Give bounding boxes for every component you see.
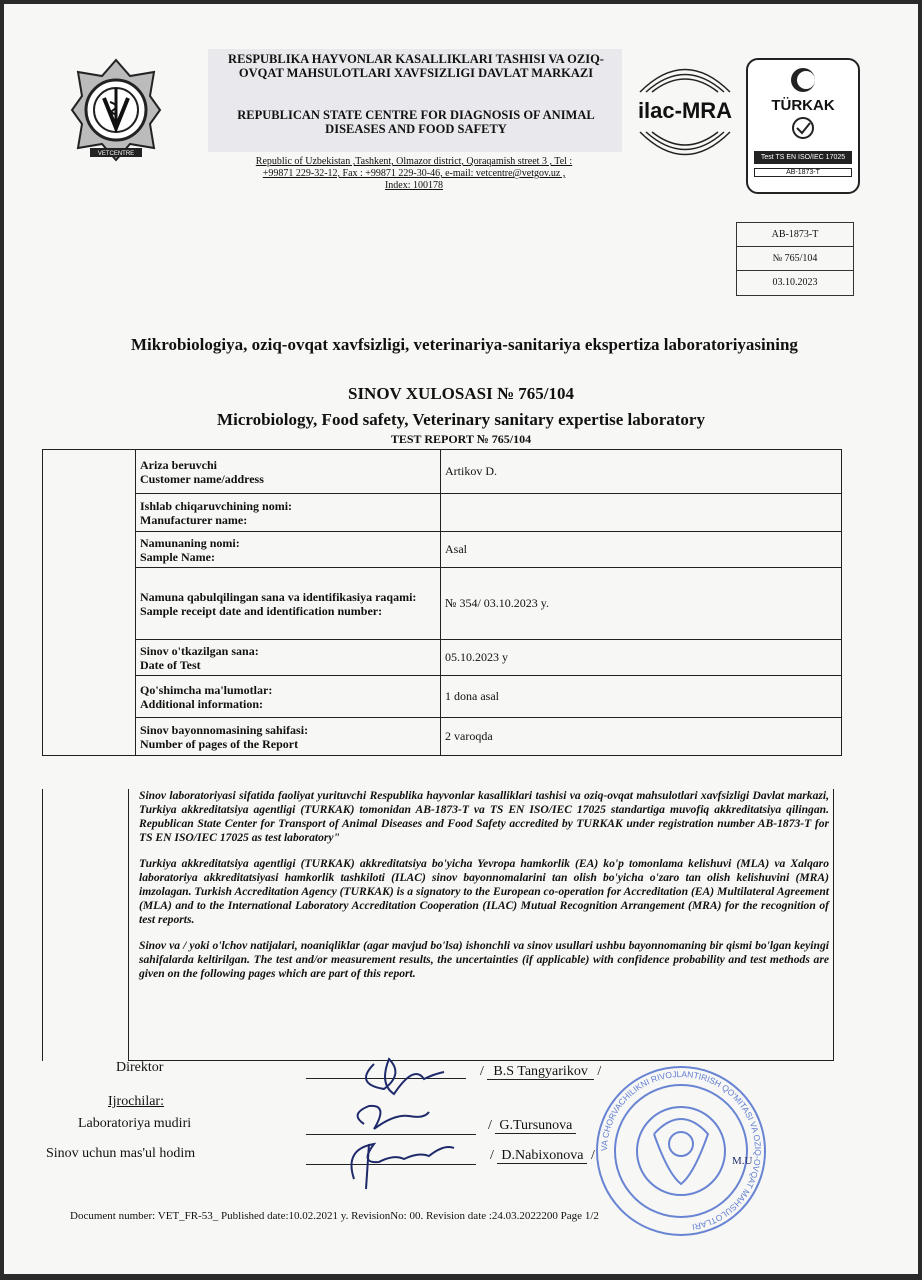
table-row [43, 450, 842, 494]
ilac-mra-logo-icon [630, 52, 740, 172]
director-name: B.S Tangyarikov [487, 1064, 593, 1080]
address-line-2: +99871 229-32-12, Fax : +99871 229-30-46, e-mail: vetcentre@vetgov.uz , [262, 168, 566, 179]
registration-report-no: № 765/104 [737, 247, 853, 271]
label-en: Sample receipt date and identification number: [140, 603, 383, 618]
lab-head-name-block: / G.Tursunova [488, 1118, 576, 1134]
turkak-standard: Test TS EN ISO/IEC 17025 [754, 151, 852, 164]
handwritten-signatures-icon [334, 1044, 464, 1194]
notes-block [128, 789, 834, 1061]
responsible-label: Sinov uchun mas'ul hodim [46, 1146, 196, 1161]
note-accreditation: Sinov laboratoriyasi sifatida faoliyat yurituvchi Respublika hayvonlar kasalliklari tashisi va oziq-ovqat mahsulotlari xavfsizligi Davlat markazi, Turkiya akkreditatsiya agentligi (TURKAK) tomonidan AB-1873-T va TS EN ISO/IEC 17025 standartiga muvofiq akkreditatsiya qilingan. Republican State Center for Transport of Animal Diseases and Food Safety accredited by TURKAK under registration number AB-1873-T for TS EN ISO/IEC 17025 as test laboratory" [139, 789, 829, 844]
table-row [43, 640, 842, 676]
table-left-margin-cell [43, 450, 136, 756]
table-row [43, 568, 842, 640]
table-row [43, 494, 842, 532]
report-title-en: TEST REPORT № 765/104 [390, 432, 532, 446]
label-uz: Ishlab chiqaruvchining nomi: [140, 498, 293, 513]
row-value: № 354/ 03.10.2023 y. [441, 568, 842, 640]
registration-accreditation: AB-1873-T [737, 223, 853, 247]
row-value [441, 494, 842, 532]
info-table [42, 449, 842, 756]
row-label [136, 676, 441, 718]
org-name-uz: RESPUBLIKA HAYVONLAR KASALLIKLARI TASHISI VA OZIQ-OVQAT MAHSULOTLARI XAVFSIZLIGI DAVLAT MARKAZI [228, 52, 604, 80]
row-label [136, 532, 441, 568]
turkak-text: TÜRKAK [771, 97, 835, 114]
stamp-text-path: VA CHORVACHILIKNI RIVOJLANTIRISH QO'MITASI VA OZIQ-OVQAT MAHSULOTLARI [598, 1068, 764, 1233]
ilac-text: ilac-MRA [637, 98, 733, 123]
turkak-crescent-icon [748, 60, 858, 140]
label-en: Manufacturer name: [140, 512, 248, 527]
label-en: Date of Test [140, 657, 201, 672]
table-row [43, 676, 842, 718]
table-row [43, 532, 842, 568]
notes-margin [42, 789, 129, 1061]
lab-title-en: Microbiology, Food safety, Veterinary sanitary expertise laboratory [217, 410, 705, 429]
table-row [43, 718, 842, 756]
responsible-name-block: / D.Nabixonova / [490, 1148, 595, 1163]
registration-date: 03.10.2023 [772, 277, 818, 288]
row-value: 1 dona asal [441, 676, 842, 718]
registration-box [736, 222, 854, 296]
row-value: Artikov D. [441, 450, 842, 494]
label-en: Additional information: [140, 696, 264, 711]
lab-title-uz: Mikrobiologiya, oziq-ovqat xavfsizligi, veterinariya-sanitariya ekspertiza laboratoriyasining [131, 335, 798, 354]
address-line-1: Republic of Uzbekistan ,Tashkent, Olmazor district, Qoraqamish street 3 , Tel : [255, 156, 573, 167]
label-uz: Sinov o'tkazilgan sana: [140, 643, 259, 658]
label-uz: Ariza beruvchi [140, 457, 217, 472]
director-label: Direktor [116, 1060, 164, 1075]
org-name-en: REPUBLICAN STATE CENTRE FOR DIAGNOSIS OF ANIMAL DISEASES AND FOOD SAFETY [237, 108, 595, 136]
row-value: Asal [441, 532, 842, 568]
lab-head-name: G.Tursunova [495, 1118, 576, 1134]
row-value: 2 varoqda [441, 718, 842, 756]
emblem-caption: VETCENTRE [97, 151, 135, 157]
label-uz: Sinov bayonnomasining sahifasi: [140, 722, 309, 737]
report-title-uz: SINOV XULOSASI № 765/104 [347, 384, 574, 403]
vetcentre-emblem-icon [70, 58, 162, 162]
label-en: Sample Name: [140, 549, 215, 564]
address [204, 156, 624, 192]
label-en: Number of pages of the Report [140, 736, 299, 751]
director-name-block: / B.S Tangyarikov / [480, 1064, 602, 1079]
responsible-name: D.Nabixonova [497, 1148, 587, 1164]
executors-label: Ijrochilar: [108, 1094, 164, 1109]
stamp-text [599, 1069, 763, 1232]
row-label [136, 450, 441, 494]
stamp-tail: M.U [732, 1155, 753, 1167]
label-uz: Namunaning nomi: [140, 535, 240, 550]
note-mutual-recognition: Turkiya akkreditatsiya agentligi (TURKAK) akkreditatsiya bo'yicha Yevropa hamkorlik (EA) ko'p tomonlama kelishuvi (MLA) va Xalqaro laboratoriya akkreditatsiyasi hamkorlik tashkiloti (ILAC) sinov bayonnomalarini tan olish bo'yicha o'zaro tan olish kelishuvini (MRA) imzolagan. Turkish Accreditation Agency (TURKAK) is a signatory to the European co-operation for Accreditation (EA) Multilateral Agreement (MLA) and to the International Laboratory Accreditation Cooperation (ILAC) Mutual Recognition Arrangement (MRA) for the recognition of test reports. [139, 857, 829, 926]
address-line-3: Index: 100178 [384, 180, 444, 191]
note-results: Sinov va / yoki o'lchov natijalari, noaniqliklar (agar mavjud bo'lsa) ishonchli va sinov usullari ushbu bayonnomaning bir qismi bo'lgan keyingi sahifalarda keltirilgan. The test and/or measurement results, the uncertainties (if applicable) with confidence probability and test methods are given on the following pages which are part of this report. [139, 939, 829, 980]
document-footer: Document number: VET_FR-53_ Published date:10.02.2021 y. RevisionNo: 00. Revision date :24.03.2022200 Page 1/2 [70, 1210, 599, 1222]
turkak-logo [746, 58, 860, 194]
label-uz: Namuna qabulqilingan sana va identifikasiya raqami: [140, 589, 417, 604]
document-page [4, 4, 918, 1274]
row-label [136, 568, 441, 640]
row-label [136, 640, 441, 676]
row-value: 05.10.2023 y [441, 640, 842, 676]
turkak-code: AB-1873-T [754, 168, 852, 177]
row-label [136, 494, 441, 532]
label-en: Customer name/address [140, 471, 264, 486]
row-label [136, 718, 441, 756]
lab-head-label: Laboratoriya mudiri [78, 1116, 192, 1131]
label-uz: Qo'shimcha ma'lumotlar: [140, 682, 273, 697]
